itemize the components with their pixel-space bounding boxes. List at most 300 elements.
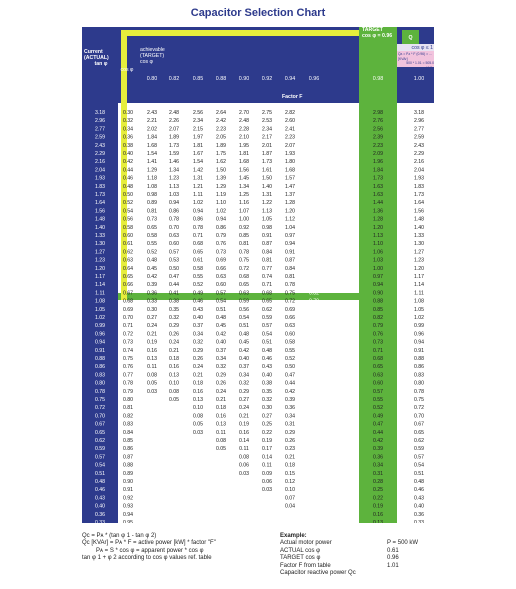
actual-cos-value: 0.95	[122, 520, 134, 523]
tan-value: 2.96	[94, 118, 106, 125]
example-label: Factor F from table	[280, 562, 331, 569]
tan-value: 0.72	[94, 405, 106, 412]
tan-value: 1.73	[94, 192, 106, 198]
actual-cos-value: 0.30	[122, 110, 134, 116]
factor-value: 0.79	[308, 298, 320, 305]
tan-value: 1.83	[94, 183, 106, 190]
factor-value: 0.70	[308, 323, 320, 330]
factor-value: 0.34	[192, 331, 204, 338]
example-heading: Example:	[280, 533, 307, 539]
factor-value: 1.36	[372, 208, 384, 215]
actual-cos-value: 0.64	[122, 265, 134, 272]
factor-value: 0.57	[308, 364, 320, 371]
factor-value: 0.91	[284, 249, 296, 256]
factor-value: 0.10	[168, 380, 180, 387]
factor-value: 2.34	[192, 118, 204, 125]
target-column-label: 0.92	[261, 76, 273, 82]
actual-cos-value: 0.34	[122, 126, 134, 133]
factor-value: 0.19	[372, 503, 384, 510]
factor-value: 2.00	[308, 151, 320, 157]
actual-cos-value: 0.36	[122, 134, 134, 141]
factor-value: 0.22	[261, 429, 273, 436]
factor-value: 0.83	[413, 372, 425, 379]
factor-value: 0.94	[372, 282, 384, 289]
factor-value: 2.64	[215, 110, 227, 116]
example-row	[280, 570, 434, 577]
tan-value: 1.93	[94, 175, 106, 182]
factor-value: 1.25	[238, 192, 250, 198]
factor-value: 0.13	[372, 520, 384, 523]
factor-value: 0.45	[238, 339, 250, 346]
factor-value: 1.13	[168, 183, 180, 190]
factor-value: 0.42	[372, 438, 384, 444]
factor-value: 0.16	[192, 388, 204, 395]
factor-value: 1.46	[168, 159, 180, 166]
actual-cos-value: 0.60	[122, 233, 134, 239]
factor-value: 0.71	[261, 282, 273, 289]
factor-value: 1.59	[168, 151, 180, 157]
factor-value: 0.72	[413, 405, 425, 412]
tan-value: 0.51	[94, 470, 106, 477]
factor-value: 0.05	[168, 397, 180, 403]
factor-value: 0.62	[413, 438, 425, 444]
factor-value: 0.47	[284, 372, 296, 379]
factor-value: 0.86	[168, 208, 180, 215]
tan-value: 2.04	[94, 167, 106, 174]
factor-value: 0.34	[238, 372, 250, 379]
factor-value: 0.29	[168, 323, 180, 330]
factor-value: 0.40	[238, 356, 250, 362]
factor-value: 0.51	[308, 380, 320, 387]
actual-cos-value: 0.56	[122, 216, 134, 223]
formula-line: Pᴀ = S * cos φ = apparent power * cos φ	[96, 547, 204, 554]
factor-value: 0.04	[284, 503, 296, 510]
factor-value: 0.15	[284, 470, 296, 477]
current-label: Current	[84, 49, 103, 55]
factor-value: 0.63	[284, 323, 296, 330]
factor-value: 0.51	[261, 339, 273, 346]
factor-value: 0.10	[284, 487, 296, 494]
header-frame-horizontal	[121, 30, 359, 36]
factor-value: 0.78	[413, 388, 425, 395]
factor-value: 2.75	[261, 110, 273, 116]
factor-value: 1.07	[238, 208, 250, 215]
factor-value: 0.98	[146, 192, 158, 198]
factor-value: 0.43	[413, 495, 425, 502]
factor-value: 1.05	[261, 216, 273, 223]
tan-value: 1.56	[94, 208, 106, 215]
factor-value: 0.89	[146, 200, 158, 207]
factor-value: 0.86	[192, 216, 204, 223]
factor-value: 0.09	[261, 470, 273, 477]
factor-value: 0.77	[261, 265, 273, 272]
factor-value: 0.39	[372, 446, 384, 453]
factor-value: 0.55	[284, 347, 296, 354]
factor-value: 1.11	[193, 192, 203, 198]
tan-value: 0.91	[94, 347, 106, 354]
factor-value: 1.28	[284, 200, 296, 207]
factor-value: 1.05	[413, 306, 425, 313]
tan-value: 2.29	[94, 151, 106, 157]
factor-value: 0.60	[284, 331, 296, 338]
factor-value: 0.56	[238, 306, 250, 313]
factor-value: 1.39	[215, 175, 227, 182]
factor-value: 1.02	[215, 208, 227, 215]
target-column-label: 0.90	[238, 76, 250, 82]
factor-value: 1.50	[215, 167, 227, 174]
factor-value: 0.48	[146, 257, 158, 264]
factor-value: 1.93	[413, 175, 425, 182]
factor-value: 0.08	[146, 372, 158, 379]
factor-value: 1.84	[372, 167, 384, 174]
tan-value: 0.57	[94, 454, 106, 461]
factor-value: 2.59	[413, 134, 425, 141]
factor-value: 0.92	[238, 224, 250, 231]
factor-value: 2.17	[261, 134, 273, 141]
factor-value: 1.10	[372, 241, 384, 248]
example-block	[280, 533, 434, 577]
factor-value: 0.34	[284, 413, 296, 420]
factor-value: 0.33	[308, 438, 320, 444]
actual-cos-value: 0.74	[122, 347, 134, 354]
factor-value: 0.94	[168, 200, 180, 207]
factor-value: 0.18	[284, 462, 296, 469]
factor-value: 1.13	[372, 233, 384, 239]
factor-value: 0.32	[192, 339, 204, 346]
factor-value: 0.94	[308, 257, 320, 264]
tan-value: 0.78	[94, 388, 106, 395]
factor-value: 1.37	[284, 192, 296, 198]
factor-value: 0.43	[261, 364, 273, 371]
factor-value: 0.65	[238, 282, 250, 289]
factor-value: 1.19	[215, 192, 227, 198]
factor-value: 2.56	[372, 126, 384, 133]
factor-value: 0.86	[413, 364, 425, 371]
factor-value: 0.72	[238, 265, 250, 272]
factor-value: 0.94	[413, 339, 425, 346]
factor-value: 0.84	[261, 249, 273, 256]
actual-cos-value: 0.48	[122, 183, 134, 190]
factor-value: 0.52	[192, 282, 204, 289]
factor-value: 0.75	[238, 257, 250, 264]
factor-value: 0.27	[261, 413, 273, 420]
factor-value: 0.05	[146, 380, 158, 387]
actual-cos-value: 0.83	[122, 421, 134, 428]
factor-value: 0.48	[413, 479, 425, 485]
actual-cos-value: 0.67	[122, 290, 134, 297]
factor-value: 0.14	[308, 495, 320, 502]
factor-value: 0.36	[146, 290, 158, 297]
factor-value: 2.14	[308, 142, 320, 149]
tan-value: 0.75	[94, 397, 106, 403]
factor-value: 0.36	[308, 429, 320, 436]
factor-value: 1.02	[413, 315, 425, 321]
factor-value: 0.48	[261, 347, 273, 354]
factor-value: 0.43	[308, 405, 320, 412]
factor-value: 0.55	[146, 241, 158, 248]
factor-value: 0.67	[413, 421, 425, 428]
factor-value: 0.03	[192, 429, 204, 436]
actual-cos-value: 0.87	[122, 454, 134, 461]
factor-value: 0.36	[413, 511, 425, 518]
factor-value: 0.27	[238, 397, 250, 403]
factor-value: 0.81	[146, 208, 158, 215]
target-column-label: 0.96	[308, 76, 320, 82]
factor-value: 0.38	[308, 421, 320, 428]
factor-value: 1.50	[261, 175, 273, 182]
factor-value: 0.81	[261, 257, 273, 264]
factor-value: 0.53	[168, 257, 180, 264]
factor-value: 3.18	[413, 110, 425, 116]
factor-value: 0.75	[413, 397, 425, 403]
factor-value: 2.23	[215, 126, 227, 133]
factor-value: 1.23	[168, 175, 180, 182]
example-value: 0.96	[387, 555, 399, 562]
current-column-header	[84, 49, 118, 67]
tan-value: 0.65	[94, 429, 106, 436]
factor-value: 0.72	[284, 298, 296, 305]
factor-value: 0.58	[192, 265, 204, 272]
factor-value: 1.20	[372, 224, 384, 231]
factor-value: 0.38	[261, 380, 273, 387]
factor-value: 2.43	[146, 110, 158, 116]
factor-value: 0.99	[308, 249, 320, 256]
factor-value: 0.43	[192, 306, 204, 313]
factor-value: 0.91	[308, 265, 320, 272]
actual-cos-value: 0.76	[122, 364, 134, 371]
factor-value: 2.01	[261, 142, 273, 149]
factor-value: 0.94	[192, 208, 204, 215]
factor-value: 0.24	[215, 388, 227, 395]
factor-value: 0.06	[261, 479, 273, 485]
actual-cos-value: 0.80	[122, 397, 134, 403]
factor-value: 0.44	[372, 429, 384, 436]
factor-value: 0.36	[284, 405, 296, 412]
factor-value: 1.73	[372, 175, 384, 182]
factor-value: 0.40	[413, 503, 425, 510]
factor-value: 1.54	[308, 183, 320, 190]
factor-value: 1.81	[238, 151, 250, 157]
factor-value: 2.60	[284, 118, 296, 125]
factor-value: 0.42	[146, 274, 158, 280]
factor-value: 1.30	[413, 241, 425, 248]
factor-value: 0.69	[284, 306, 296, 313]
target-column-label: 0.88	[215, 76, 227, 82]
factor-value: 0.24	[146, 323, 158, 330]
factor-value: 0.52	[146, 249, 158, 256]
actual-cos-value: 0.84	[122, 429, 134, 436]
factor-value: 0.65	[192, 249, 204, 256]
factor-value: 0.75	[284, 290, 296, 297]
factor-value: 1.27	[413, 249, 425, 256]
factor-value: 0.54	[413, 462, 425, 469]
factor-value: 2.07	[168, 126, 180, 133]
factor-value: 0.18	[192, 380, 204, 387]
factor-value: 1.23	[413, 257, 425, 264]
factor-value: 0.26	[215, 380, 227, 387]
factor-value: 2.10	[238, 134, 250, 141]
actual-cos-value: 0.32	[122, 118, 134, 125]
factor-value: 2.34	[261, 126, 273, 133]
factor-value: 2.23	[372, 142, 384, 149]
factor-value: 2.48	[168, 110, 180, 116]
factor-value: 1.73	[168, 142, 180, 149]
factor-value: 0.46	[261, 356, 273, 362]
factor-value: 0.16	[372, 511, 384, 518]
factor-value: 1.56	[238, 167, 250, 174]
actual-cos-value: 0.54	[122, 208, 134, 215]
factor-value: 0.54	[261, 331, 273, 338]
formula-line: tan φ 1 + φ 2 according to cos φ values ref. table	[82, 555, 212, 562]
factor-value: 0.84	[284, 265, 296, 272]
factor-value: 1.29	[146, 167, 158, 174]
factor-value: 0.11	[309, 503, 319, 510]
factor-value: 0.30	[146, 306, 158, 313]
factor-f-label: Factor F	[282, 94, 303, 100]
factor-value: 0.51	[238, 323, 250, 330]
actual-cos-value: 0.82	[122, 413, 134, 420]
factor-value: 0.27	[146, 315, 158, 321]
factor-value: 1.31	[261, 192, 273, 198]
actual-cos-value: 0.46	[122, 175, 134, 182]
factor-value: 2.21	[146, 118, 158, 125]
factor-value: 0.63	[215, 274, 227, 280]
factor-value: 1.11	[414, 290, 424, 297]
factor-value: 0.24	[192, 364, 204, 371]
factor-value: 1.11	[309, 224, 319, 231]
factor-value: 1.87	[261, 151, 273, 157]
factor-value: 0.41	[308, 413, 320, 420]
example-row	[280, 555, 434, 562]
tan-value: 0.54	[94, 462, 106, 469]
factor-value: 1.75	[308, 167, 320, 174]
factor-value: 0.97	[284, 233, 296, 239]
factor-value: 0.98	[261, 224, 273, 231]
factor-value: 0.99	[413, 323, 425, 330]
actual-cos-value: 0.90	[122, 479, 134, 485]
factor-value: 0.54	[215, 298, 227, 305]
factor-value: 0.62	[308, 347, 320, 354]
tan-value: 2.77	[94, 126, 106, 133]
factor-value: 0.08	[168, 388, 180, 395]
factor-value: 0.76	[215, 241, 227, 248]
factor-value: 1.63	[372, 192, 384, 198]
factor-value: 0.55	[372, 397, 384, 403]
factor-value: 1.00	[238, 216, 250, 223]
factor-value: 0.29	[192, 347, 204, 354]
actual-cos-value: 0.72	[122, 331, 134, 338]
factor-value: 0.94	[284, 241, 296, 248]
factor-value: 0.59	[261, 315, 273, 321]
factor-value: 0.87	[261, 241, 273, 248]
factor-value: 0.61	[192, 257, 204, 264]
factor-value: 1.18	[146, 175, 158, 182]
tan-value: 0.33	[94, 520, 106, 523]
factor-value: 1.28	[372, 216, 384, 223]
factor-value: 0.73	[146, 216, 158, 223]
factor-value: 0.73	[308, 315, 320, 321]
factor-value: 0.17	[308, 487, 320, 494]
factor-value: 0.67	[308, 331, 320, 338]
factor-value: 1.41	[146, 159, 158, 166]
tan-value: 0.62	[94, 438, 106, 444]
factor-value: 0.37	[192, 323, 204, 330]
factor-value: 1.83	[413, 183, 425, 190]
tan-value: 0.40	[94, 503, 106, 510]
factor-value: 1.03	[168, 192, 180, 198]
factor-value: 0.33	[146, 298, 158, 305]
factor-value: 0.73	[215, 249, 227, 256]
tan-value: 1.05	[94, 306, 106, 313]
factor-value: 1.89	[168, 134, 180, 141]
factor-value: 0.60	[215, 282, 227, 289]
factor-value: 1.22	[261, 200, 273, 207]
factor-value: 0.13	[192, 397, 204, 403]
factor-value: 0.57	[413, 454, 425, 461]
factor-value: 0.05	[192, 421, 204, 428]
footer	[82, 530, 434, 582]
factor-value: 0.32	[215, 364, 227, 371]
factor-value: 1.75	[215, 151, 227, 157]
factor-value: 0.70	[413, 413, 425, 420]
current-actual-label: (ACTUAL)	[84, 55, 109, 61]
example-row	[280, 548, 434, 555]
factor-value: 1.40	[413, 224, 425, 231]
factor-value: 0.65	[413, 429, 425, 436]
factor-value: 0.07	[284, 495, 296, 502]
example-value: 1.01	[387, 562, 399, 569]
factor-value: 0.39	[146, 282, 158, 289]
factor-value: 1.13	[261, 208, 273, 215]
factor-value: 1.02	[192, 200, 204, 207]
tan-value: 1.20	[94, 265, 106, 272]
actual-cos-value: 0.69	[122, 306, 134, 313]
factor-value: 1.12	[284, 216, 296, 223]
tan-value: 1.17	[94, 274, 106, 280]
factor-value: 0.59	[238, 298, 250, 305]
factor-value: 0.78	[168, 216, 180, 223]
factor-value: 1.40	[261, 183, 273, 190]
factor-value: 0.24	[168, 339, 180, 346]
factor-value: 1.20	[284, 208, 296, 215]
tan-value: 1.02	[94, 315, 106, 321]
factor-value: 1.96	[372, 159, 384, 166]
factor-value: 0.70	[168, 224, 180, 231]
target-label-box	[362, 27, 398, 39]
factor-value: 1.57	[284, 175, 296, 182]
factor-value: 2.28	[238, 126, 250, 133]
tan-value: 0.46	[94, 487, 106, 494]
factor-value: 1.62	[215, 159, 227, 166]
factor-value: 1.84	[146, 134, 158, 141]
factor-value: 0.65	[146, 224, 158, 231]
achievable-header	[140, 47, 200, 65]
factor-value: 1.19	[308, 216, 320, 223]
factor-value: 0.91	[261, 233, 273, 239]
factor-value: 1.20	[413, 265, 425, 272]
factor-value: 0.25	[372, 487, 384, 494]
factor-value: 0.17	[261, 446, 273, 453]
factor-value: 0.65	[308, 339, 320, 346]
factor-value: 0.49	[308, 388, 320, 395]
factor-value: 1.48	[413, 216, 425, 223]
factor-value: 0.85	[372, 306, 384, 313]
factor-value: 1.64	[308, 175, 320, 182]
factor-value: 2.70	[238, 110, 250, 116]
factor-value: 0.63	[372, 372, 384, 379]
factor-value: 1.42	[192, 167, 204, 174]
factor-value: 0.66	[215, 265, 227, 272]
